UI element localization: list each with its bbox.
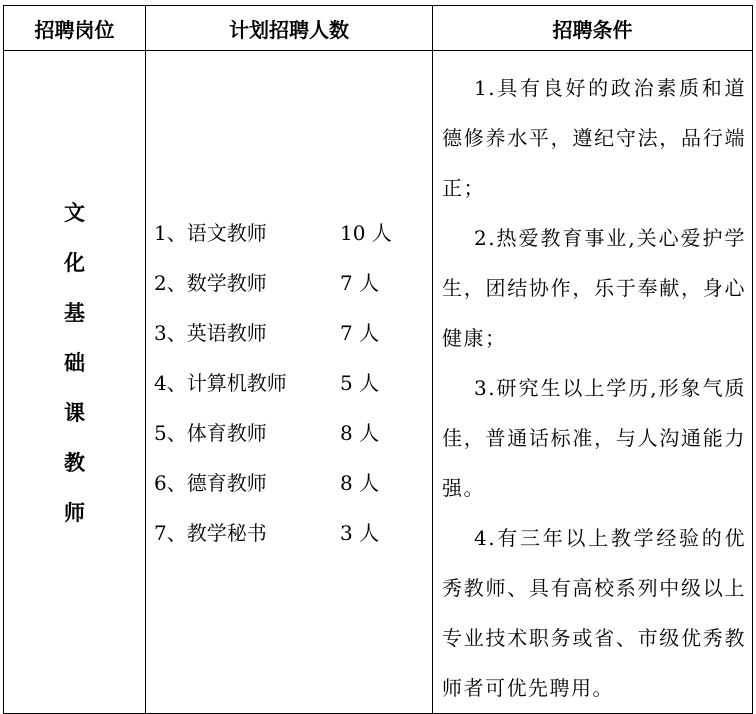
position-title	[4, 188, 145, 538]
header-conditions: 招聘条件	[433, 6, 753, 51]
plan-row	[146, 308, 432, 358]
header-plan-count: 计划招聘人数	[146, 6, 433, 51]
position-char: 化	[64, 251, 85, 275]
plan-cell	[146, 51, 433, 714]
plan-count: 8 人	[340, 471, 380, 495]
plan-row	[146, 258, 432, 308]
position-char: 文	[64, 201, 85, 225]
condition-item: 2.热爱教育事业,关心爱护学生，团结协作，乐于奉献，身心健康；	[442, 226, 746, 350]
body-row	[4, 51, 753, 714]
plan-subject: 5、体育教师	[154, 421, 267, 445]
position-char: 础	[64, 351, 85, 375]
plan-subject: 7、教学秘书	[154, 521, 267, 545]
plan-row	[146, 358, 432, 408]
condition-item: 4.有三年以上教学经验的优秀教师、具有高校系列中级以上专业技术职务或省、市级优秀教师者可优先聘用。	[442, 526, 746, 700]
plan-count: 7 人	[340, 321, 380, 345]
condition-item: 3.研究生以上学历,形象气质佳，普通话标准，与人沟通能力强。	[442, 376, 746, 500]
plan-row	[146, 208, 432, 258]
plan-subject: 1、语文教师	[154, 221, 267, 245]
condition-item: 1.具有良好的政治素质和道德修养水平，遵纪守法，品行端正；	[442, 76, 746, 200]
conditions-list	[433, 51, 752, 713]
plan-subject: 4、计算机教师	[154, 371, 287, 395]
position-char: 基	[64, 301, 85, 325]
plan-count: 10 人	[340, 221, 392, 245]
header-row	[4, 6, 753, 51]
position-char: 教	[64, 451, 85, 475]
recruitment-table	[3, 5, 753, 714]
plan-count: 8 人	[340, 421, 380, 445]
plan-subject: 3、英语教师	[154, 321, 267, 345]
plan-count: 5 人	[340, 371, 380, 395]
position-char: 师	[64, 501, 85, 525]
plan-count: 3 人	[340, 521, 380, 545]
plan-row	[146, 408, 432, 458]
conditions-cell	[433, 51, 753, 714]
plan-list	[146, 208, 432, 558]
plan-row	[146, 508, 432, 558]
position-char: 课	[64, 401, 85, 425]
position-cell	[4, 51, 146, 714]
plan-row	[146, 458, 432, 508]
header-position: 招聘岗位	[4, 6, 146, 51]
plan-subject: 2、数学教师	[154, 271, 267, 295]
plan-count: 7 人	[340, 271, 380, 295]
plan-subject: 6、德育教师	[154, 471, 267, 495]
